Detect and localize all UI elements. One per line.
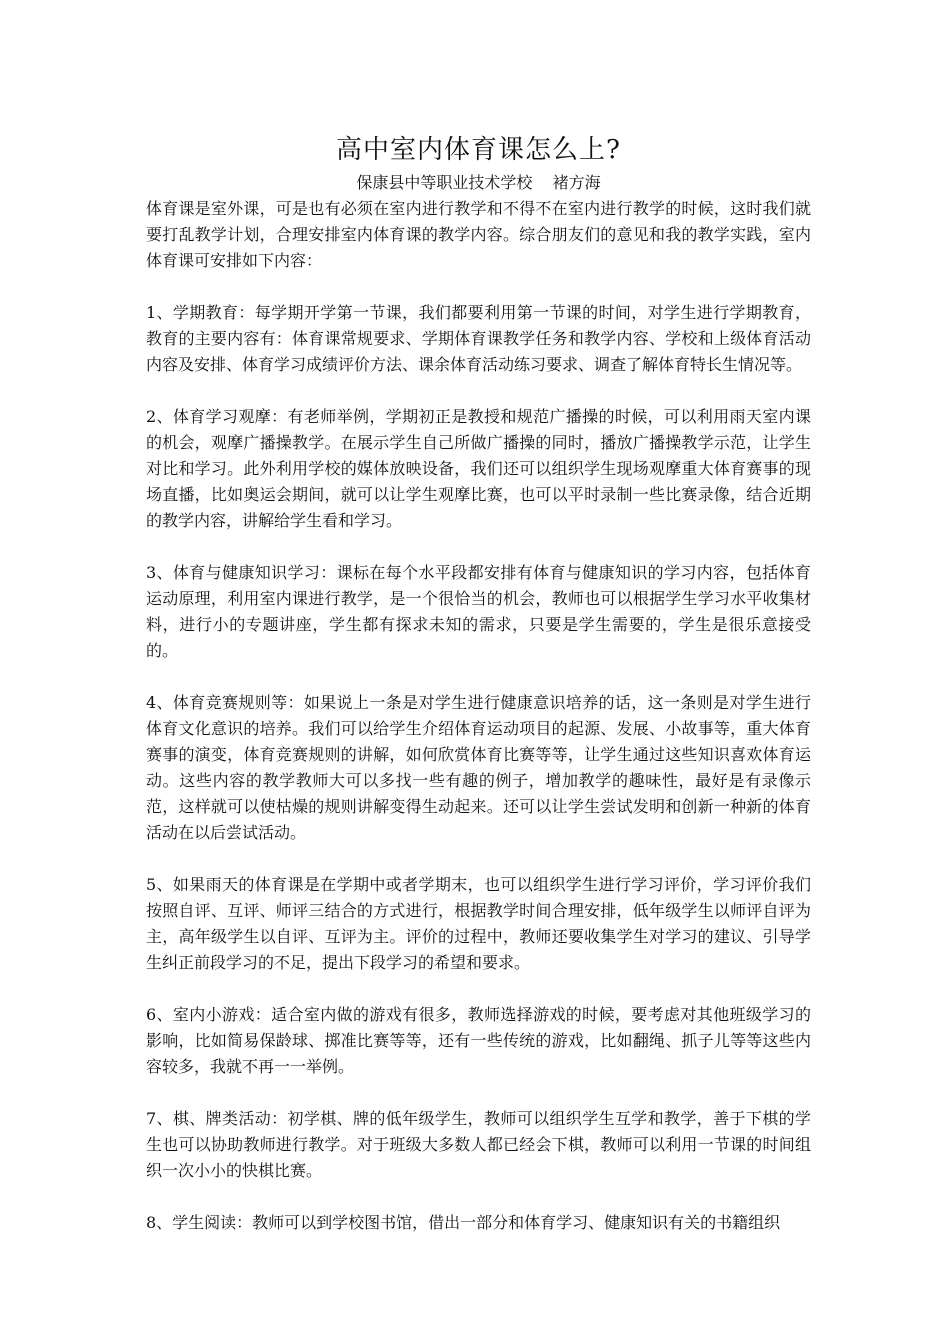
paragraph-6: 6、室内小游戏：适合室内做的游戏有很多，教师选择游戏的时候，要考虑对其他班级学习的影响，比如简易保龄球、掷准比赛等等，还有一些传统的游戏，比如翻绳、抓子儿等等这些内容较多，我就不再一一举例。 [146, 1005, 811, 1076]
document-title: 高中室内体育课怎么上? [336, 135, 621, 165]
paragraph-3: 3、体育与健康知识学习：课标在每个水平段都安排有体育与健康知识的学习内容，包括体育运动原理，利用室内课进行教学，是一个很恰当的机会，教师也可以根据学生学习水平收集材料，进行小的专题讲座，学生都有探求未知的需求，只要是学生需要的，学生是很乐意接受的。 [146, 563, 811, 660]
paragraph-2: 2、体育学习观摩：有老师举例，学期初正是教授和规范广播操的时候，可以利用雨天室内课的机会，观摩广播操教学。在展示学生自己所做广播操的同时，播放广播操教学示范，让学生对比和学习。此外利用学校的媒体放映设备，我们还可以组织学生现场观摩重大体育赛事的现场直播，比如奥运会期间，就可以让学生观摩比赛，也可以平时录制一些比赛录像，结合近期的教学内容，讲解给学生看和学习。 [146, 407, 811, 530]
paragraph-7: 7、棋、牌类活动：初学棋、牌的低年级学生，教师可以组织学生互学和教学，善于下棋的学生也可以协助教师进行教学。对于班级大多数人都已经会下棋，教师可以利用一节课的时间组织一次小小的快棋比赛。 [146, 1109, 811, 1180]
paragraph-4: 4、体育竞赛规则等：如果说上一条是对学生进行健康意识培养的话，这一条则是对学生进行体育文化意识的培养。我们可以给学生介绍体育运动项目的起源、发展、小故事等，重大体育赛事的演变，体育竞赛规则的讲解，如何欣赏体育比赛等等，让学生通过这些知识喜欢体育运动。这些内容的教学教师大可以多找一些有趣的例子，增加教学的趣味性，最好是有录像示范，这样就可以使枯燥的规则讲解变得生动起来。还可以让学生尝试发明和创新一种新的体育活动在以后尝试活动。 [146, 693, 811, 842]
paragraph-8: 8、学生阅读：教师可以到学校图书馆，借出一部分和体育学习、健康知识有关的书籍组织 [146, 1213, 781, 1232]
paragraph-1: 1、学期教育：每学期开学第一节课，我们都要利用第一节课的时间，对学生进行学期教育，教育的主要内容有：体育课常规要求、学期体育课教学任务和教学内容、学校和上级体育活动内容及安排、体育学习成绩评价方法、课余体育活动练习要求、调查了解体育特长生情况等。 [146, 303, 811, 374]
intro-paragraph: 体育课是室外课，可是也有必须在室内进行教学和不得不在室内进行教学的时候，这时我们就要打乱教学计划，合理安排室内体育课的教学内容。综合朋友们的意见和我的教学实践，室内体育课可安排如下内容： [146, 199, 811, 270]
author-byline: 保康县中等职业技术学校 褚方海 [356, 173, 601, 192]
document-body [146, 130, 811, 1262]
paragraph-5: 5、如果雨天的体育课是在学期中或者学期末，也可以组织学生进行学习评价，学习评价我们按照自评、互评、师评三结合的方式进行，根据教学时间合理安排，低年级学生以师评自评为主，高年级学生以自评、互评为主。评价的过程中，教师还要收集学生对学习的建议、引导学生纠正前段学习的不足，提出下段学习的希望和要求。 [146, 875, 811, 972]
